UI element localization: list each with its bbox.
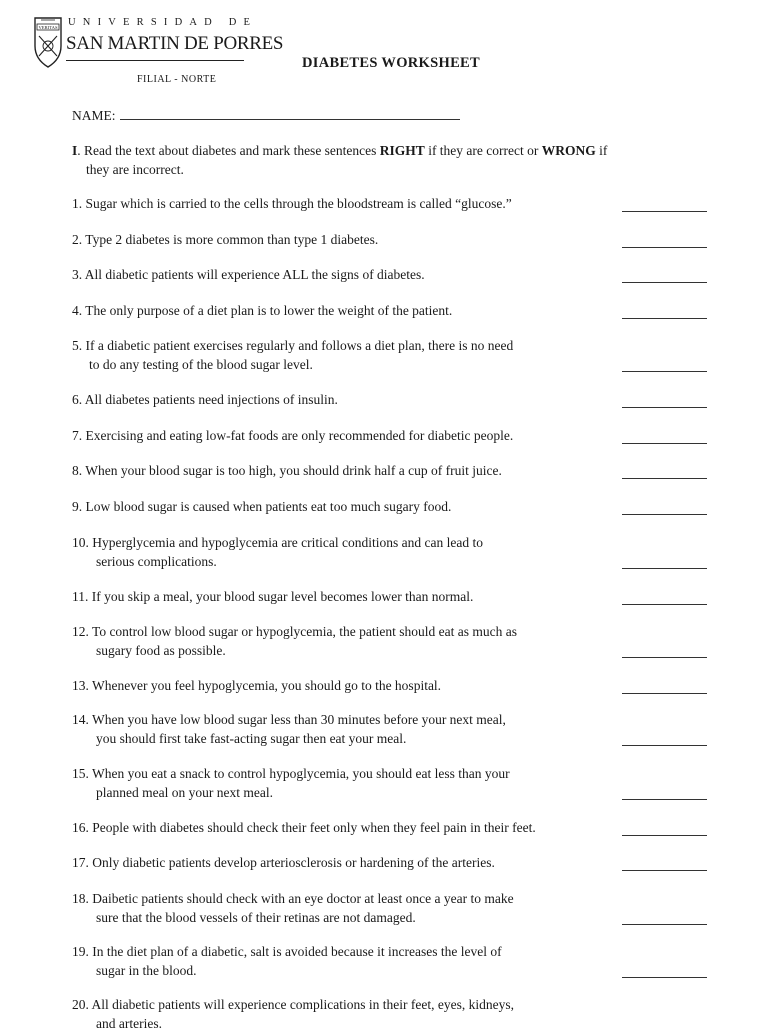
question-number: 20.: [72, 997, 89, 1012]
question-item: [72, 765, 612, 802]
name-row: [72, 107, 460, 124]
question-item: [72, 943, 612, 980]
answer-blank[interactable]: [622, 246, 707, 248]
answer-blank[interactable]: [622, 798, 707, 800]
name-field[interactable]: [120, 107, 460, 120]
question-number: 5.: [72, 338, 82, 353]
question-number: 13.: [72, 678, 89, 693]
question-item: [72, 302, 612, 321]
question-item: [72, 195, 612, 214]
question-item: [72, 890, 612, 927]
question-number: 6.: [72, 392, 82, 407]
question-text: Only diabetic patients develop arteriosclerosis or hardening of the arteries.: [92, 855, 495, 870]
instruction-text-line2: they are incorrect.: [72, 160, 692, 179]
university-crest-icon: [33, 16, 63, 68]
question-number: 3.: [72, 267, 82, 282]
question-text: All diabetic patients will experience ALL the signs of diabetes.: [85, 267, 425, 282]
instruction-text-1: . Read the text about diabetes and mark these sentences: [77, 143, 380, 158]
answer-blank[interactable]: [622, 656, 707, 658]
question-text: When you have low blood sugar less than 30 minutes before your next meal,: [92, 712, 506, 727]
answer-blank[interactable]: [622, 834, 707, 836]
question-item: [72, 534, 612, 571]
university-name: SAN MARTIN DE PORRES: [66, 33, 283, 55]
question-number: 12.: [72, 624, 89, 639]
question-text: Low blood sugar is caused when patients eat too much sugary food.: [86, 499, 452, 514]
question-text: People with diabetes should check their feet only when they feel pain in their feet.: [92, 820, 535, 835]
question-text: The only purpose of a diet plan is to lower the weight of the patient.: [85, 303, 452, 318]
question-text-line2: serious complications.: [72, 553, 612, 572]
question-item: [72, 819, 612, 838]
instruction-text-3: if: [596, 143, 608, 158]
question-number: 11.: [72, 589, 88, 604]
question-number: 4.: [72, 303, 82, 318]
question-text: All diabetic patients will experience complications in their feet, eyes, kidneys,: [92, 997, 515, 1012]
question-item: [72, 854, 612, 873]
question-text: Exercising and eating low-fat foods are only recommended for diabetic people.: [86, 428, 514, 443]
question-item: [72, 677, 612, 696]
question-number: 19.: [72, 944, 89, 959]
question-item: [72, 711, 612, 748]
crest-motto: VERITAS: [38, 25, 57, 30]
question-text-line2: sugar in the blood.: [72, 962, 612, 981]
university-top-text: UNIVERSIDAD DE: [68, 17, 257, 28]
question-item: [72, 996, 612, 1033]
question-text: Type 2 diabetes is more common than type 1 diabetes.: [85, 232, 378, 247]
instructions: [72, 141, 692, 179]
answer-blank[interactable]: [622, 442, 707, 444]
name-label: NAME:: [72, 108, 116, 123]
question-item: [72, 588, 612, 607]
question-item: [72, 498, 612, 517]
answer-blank[interactable]: [622, 406, 707, 408]
instruction-text-2: if they are correct or: [425, 143, 542, 158]
question-text: In the diet plan of a diabetic, salt is avoided because it increases the level of: [92, 944, 501, 959]
answer-blank[interactable]: [622, 567, 707, 569]
question-text-line2: to do any testing of the blood sugar level.: [72, 356, 612, 375]
question-text-line2: and arteries.: [72, 1015, 612, 1033]
answer-blank[interactable]: [622, 281, 707, 283]
question-text-line2: you should first take fast-acting sugar then eat your meal.: [72, 730, 612, 749]
answer-blank[interactable]: [622, 976, 707, 978]
question-number: 9.: [72, 499, 82, 514]
question-item: [72, 391, 612, 410]
question-number: 17.: [72, 855, 89, 870]
question-text: Whenever you feel hypoglycemia, you should go to the hospital.: [92, 678, 441, 693]
question-text: Hyperglycemia and hypoglycemia are critical conditions and can lead to: [92, 535, 483, 550]
answer-blank[interactable]: [622, 923, 707, 925]
question-text: Daibetic patients should check with an eye doctor at least once a year to make: [92, 891, 513, 906]
question-number: 2.: [72, 232, 82, 247]
page-title: DIABETES WORKSHEET: [302, 55, 480, 72]
question-item: [72, 462, 612, 481]
wrong-keyword: WRONG: [542, 143, 596, 158]
answer-blank[interactable]: [622, 477, 707, 479]
question-item: [72, 337, 612, 374]
question-text: When your blood sugar is too high, you should drink half a cup of fruit juice.: [85, 463, 502, 478]
question-text-line2: sugary food as possible.: [72, 642, 612, 661]
answer-blank[interactable]: [622, 513, 707, 515]
section-numeral: I: [72, 143, 77, 158]
university-rule: [66, 60, 244, 61]
question-text: To control low blood sugar or hypoglycemia, the patient should eat as much as: [92, 624, 517, 639]
answer-blank[interactable]: [622, 744, 707, 746]
question-number: 1.: [72, 196, 82, 211]
question-number: 15.: [72, 766, 89, 781]
question-item: [72, 427, 612, 446]
question-number: 10.: [72, 535, 89, 550]
question-text: Sugar which is carried to the cells through the bloodstream is called “glucose.”: [86, 196, 512, 211]
question-number: 8.: [72, 463, 82, 478]
question-text: If a diabetic patient exercises regularly and follows a diet plan, there is no need: [86, 338, 514, 353]
question-number: 14.: [72, 712, 89, 727]
question-number: 16.: [72, 820, 89, 835]
answer-blank[interactable]: [622, 692, 707, 694]
answer-blank[interactable]: [622, 210, 707, 212]
question-text: If you skip a meal, your blood sugar level becomes lower than normal.: [92, 589, 474, 604]
question-item: [72, 231, 612, 250]
question-text: When you eat a snack to control hypoglycemia, you should eat less than your: [92, 766, 510, 781]
answer-blank[interactable]: [622, 869, 707, 871]
question-number: 18.: [72, 891, 89, 906]
question-text-line2: planned meal on your next meal.: [72, 784, 612, 803]
answer-blank[interactable]: [622, 603, 707, 605]
answer-blank[interactable]: [622, 317, 707, 319]
question-item: [72, 623, 612, 660]
question-item: [72, 266, 612, 285]
university-filial: FILIAL - NORTE: [137, 74, 216, 85]
right-keyword: RIGHT: [380, 143, 425, 158]
question-number: 7.: [72, 428, 82, 443]
question-text: All diabetes patients need injections of insulin.: [85, 392, 338, 407]
question-text-line2: sure that the blood vessels of their retinas are not damaged.: [72, 909, 612, 928]
answer-blank[interactable]: [622, 370, 707, 372]
